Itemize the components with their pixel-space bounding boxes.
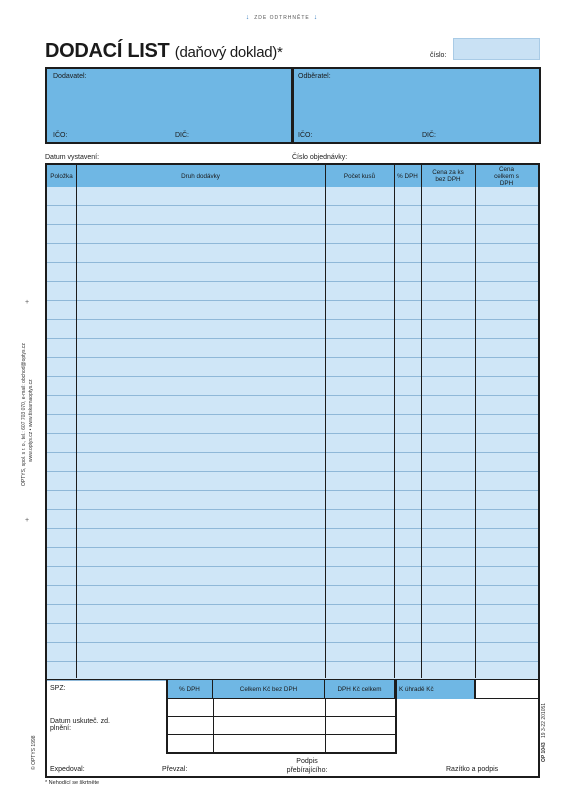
datum-vystaveni: Datum vystavení: xyxy=(45,154,100,161)
col-divider xyxy=(394,165,395,678)
col-divider xyxy=(76,165,77,678)
form-code-small: 19 3-22 201051 xyxy=(541,702,547,738)
cislo-field[interactable] xyxy=(453,38,540,60)
cut-mark: ↓ ZDE ODTRHNĚTE ↓ xyxy=(245,14,319,21)
table-row[interactable] xyxy=(47,624,538,643)
vat-border xyxy=(166,680,168,753)
publisher-text: OPTYS, spol. s r. o., tel.: 607 703 070, e-mail: obchod@optys.cz xyxy=(21,343,27,486)
datum-uskut-label: Datum uskuteč. zd. plnění: xyxy=(50,718,110,732)
table-row[interactable] xyxy=(47,396,538,415)
supplier-label: Dodavatel: xyxy=(53,73,87,80)
col-pocet-kusu: Počet kusů xyxy=(343,172,376,180)
table-row[interactable] xyxy=(47,434,538,453)
col-polozka: Položka xyxy=(50,172,73,180)
plus-mark: + xyxy=(25,517,30,524)
vat-cell[interactable] xyxy=(213,698,326,717)
vat-cell[interactable] xyxy=(166,734,214,753)
footnote: * Nehodící se škrtněte xyxy=(45,780,100,786)
customer-ico: IČO: xyxy=(298,132,313,139)
table-row[interactable] xyxy=(47,472,538,491)
table-row[interactable] xyxy=(47,187,538,206)
table-row[interactable] xyxy=(47,586,538,605)
table-row[interactable] xyxy=(47,377,538,396)
table-row[interactable] xyxy=(47,206,538,225)
vat-cell[interactable] xyxy=(325,734,396,753)
table-row[interactable] xyxy=(47,415,538,434)
col-divider xyxy=(325,165,326,678)
supplier-dic: DIČ: xyxy=(175,132,189,139)
table-row[interactable] xyxy=(47,567,538,586)
vat-border xyxy=(166,752,397,754)
form-code: OP 1043 xyxy=(541,742,547,762)
vat-col-bez-dph: Celkem Kč bez DPH xyxy=(213,680,325,699)
col-cena-za-ks: Cena za ks bez DPH xyxy=(432,169,464,183)
vat-col-dph: % DPH xyxy=(166,680,213,699)
table-rows xyxy=(47,187,538,678)
vat-cell[interactable] xyxy=(213,716,326,735)
arrow-down-icon: ↓ xyxy=(245,14,251,21)
table-row[interactable] xyxy=(47,605,538,624)
title-main: DODACÍ LIST xyxy=(45,40,170,62)
razitko-label: Razítko a podpis xyxy=(446,766,499,773)
plus-mark: + xyxy=(25,299,30,306)
col-dph: % DPH xyxy=(397,172,418,180)
customer-label: Odběratel: xyxy=(298,73,331,80)
table-row[interactable] xyxy=(47,510,538,529)
table-row[interactable] xyxy=(47,320,538,339)
col-divider xyxy=(475,165,476,678)
table-row[interactable] xyxy=(47,453,538,472)
col-druh-dodavky: Druh dodávky xyxy=(181,172,220,180)
table-row[interactable] xyxy=(47,244,538,263)
k-uhrade-field[interactable] xyxy=(475,679,540,699)
vat-cell[interactable] xyxy=(213,734,326,753)
supplier-ico: IČO: xyxy=(53,132,68,139)
customer-dic: DIČ: xyxy=(422,132,436,139)
col-divider xyxy=(421,165,422,678)
title-sub: (daňový doklad)* xyxy=(174,44,283,61)
expedoval-label: Expedoval: xyxy=(50,766,85,773)
table-row[interactable] xyxy=(47,529,538,548)
cislo-label: číslo: xyxy=(430,52,447,59)
k-uhrade-label: K úhradě Kč xyxy=(395,680,475,699)
table-row[interactable] xyxy=(47,548,538,567)
customer-box[interactable] xyxy=(293,67,541,144)
table-row[interactable] xyxy=(47,643,538,662)
prevzal-label: Převzal: xyxy=(162,766,188,773)
table-row[interactable] xyxy=(47,301,538,320)
table-row[interactable] xyxy=(47,225,538,244)
vat-cell[interactable] xyxy=(325,698,396,717)
copyright-text: © OPTYS 1998 xyxy=(31,735,37,770)
table-row[interactable] xyxy=(47,491,538,510)
publisher-web: www.optys.cz • www.tiskarnaoptys.cz xyxy=(28,379,34,462)
supplier-box[interactable] xyxy=(45,67,293,144)
vat-cell[interactable] xyxy=(325,716,396,735)
vat-cell[interactable] xyxy=(166,716,214,735)
arrow-down-icon: ↓ xyxy=(313,14,319,21)
spz-label: SPZ: xyxy=(50,685,66,692)
vat-border xyxy=(395,680,397,753)
podpis-label: Podpis přebírajícího: xyxy=(286,758,328,774)
vat-col-dph-celkem: DPH Kč celkem xyxy=(325,680,395,699)
table-row[interactable] xyxy=(47,282,538,301)
table-row[interactable] xyxy=(47,263,538,282)
vat-cell[interactable] xyxy=(166,698,214,717)
col-cena-celkem: Cena celkem s DPH xyxy=(494,165,519,187)
page-title xyxy=(45,40,283,63)
cislo-objednavky: Číslo objednávky: xyxy=(292,154,348,161)
table-row[interactable] xyxy=(47,358,538,377)
table-row[interactable] xyxy=(47,339,538,358)
